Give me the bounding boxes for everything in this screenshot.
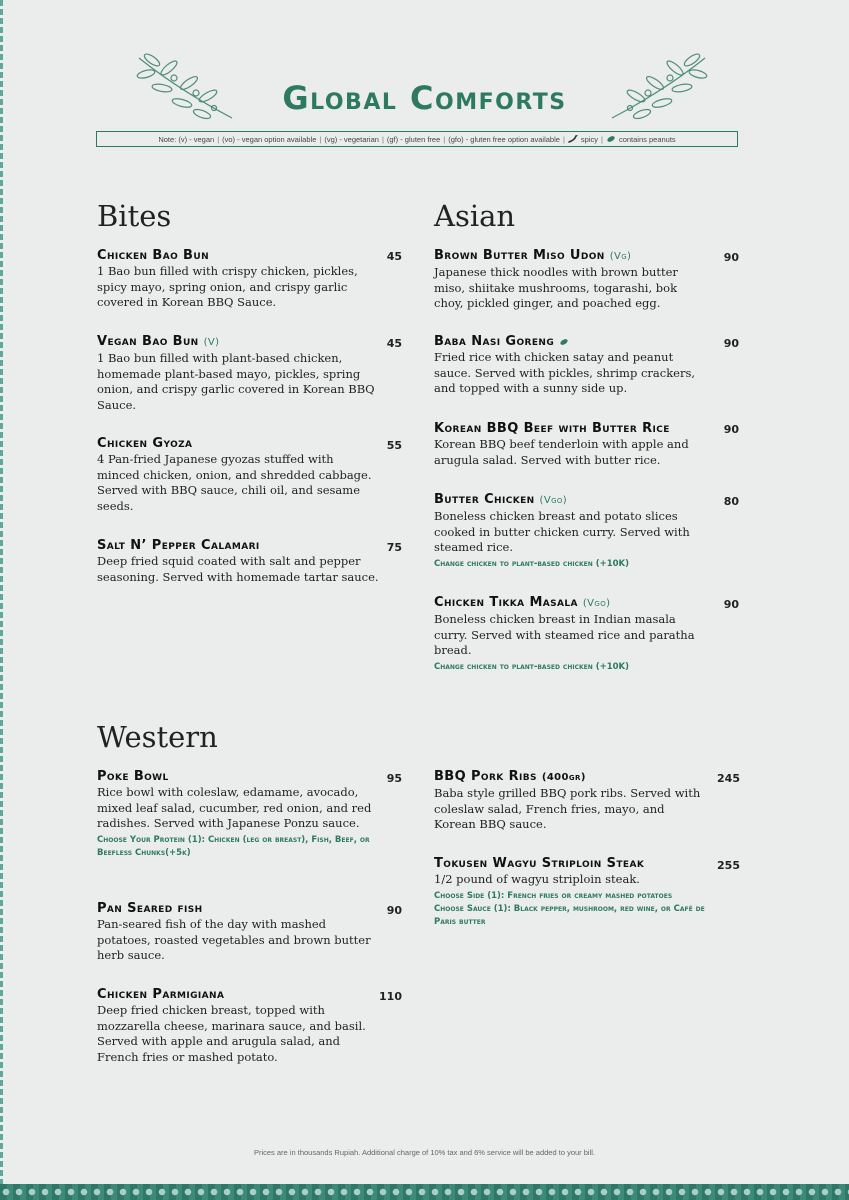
item-name-text: Butter Chicken [434, 492, 535, 507]
item-name: Korean BBQ Beef with Butter Rice [434, 421, 670, 436]
item-name-text: Baba Nasi Goreng [434, 334, 555, 349]
footer-note: Prices are in thousands Rupiah. Additional charge of 10% tax and 6% service will be added to your bill. [253, 1148, 596, 1157]
section-title-asian: Asian [434, 199, 516, 233]
item-description: Deep fried chicken breast, topped with mozzarella cheese, marinara sauce, and basil. Served with apple and arugula salad, and French fries or mashed potato. [97, 1003, 366, 1064]
item-option-note: Change chicken to plant-based chicken (+10K) [434, 558, 630, 569]
item-description: 1/2 pound of wagyu striploin steak. [434, 872, 640, 886]
legend-gluten-free: (gf) - gluten free [386, 134, 441, 144]
bottom-decorative-border [0, 1184, 849, 1200]
item-description: Boneless chicken breast and potato slices cooked in butter chicken curry. Served with steamed rice. [434, 509, 690, 554]
legend-separator: | [601, 134, 603, 144]
item-description: Baba style grilled BBQ pork ribs. Served with coleslaw salad, French fries, mayo, and Korean BBQ sauce. [434, 786, 701, 831]
item-description: 1 Bao bun filled with crispy chicken, pickles, spicy mayo, spring onion, and crispy garlic covered in Korean BBQ Sauce. [97, 264, 358, 309]
item-price: 45 [386, 250, 402, 263]
item-name: Chicken Gyoza [97, 436, 193, 451]
legend-separator: | [443, 134, 446, 144]
peanut-icon [606, 135, 616, 143]
item-name: Chicken Parmigiana [97, 987, 225, 1002]
menu-item [97, 537, 379, 585]
item-description: Fried rice with chicken satay and peanut sauce. Served with pickles, shrimp crackers, and topped with a sunny side up. [434, 350, 696, 395]
item-name [434, 491, 709, 509]
item-price: 110 [379, 990, 402, 1003]
item-description: Japanese thick noodles with brown butter miso, shiitake mushrooms, togarashi, bok choy, pickled ginger, and poached egg. [434, 265, 678, 310]
dietary-tag: (Vgo) [582, 598, 611, 609]
item-name: Pan Seared fish [97, 901, 203, 916]
item-price: 75 [386, 541, 402, 554]
item-description: 1 Bao bun filled with plant-based chicken, homemade plant-based mayo, pickles, spring onion, and crispy garlic covered in Korean BBQ Sauce. [97, 351, 375, 412]
item-option-note: Change chicken to plant-based chicken (+10K) [434, 661, 630, 672]
item-price: 90 [386, 904, 402, 917]
menu-item [434, 594, 709, 674]
item-description: Korean BBQ beef tenderloin with apple and arugula salad. Served with butter rice. [434, 437, 689, 467]
left-decorative-border [0, 0, 3, 1200]
item-name: Poke Bowl [97, 769, 169, 784]
legend-separator: | [319, 134, 322, 144]
item-price: 45 [386, 337, 402, 350]
menu-item [97, 900, 379, 964]
item-name [434, 247, 709, 265]
menu-item [97, 768, 382, 860]
chili-icon [568, 135, 578, 143]
item-price: 90 [723, 598, 739, 611]
item-description: Deep fried squid coated with salt and pepper seasoning. Served with homemade tartar sauce. [97, 554, 379, 584]
menu-item [434, 333, 709, 397]
item-price: 80 [723, 495, 739, 508]
item-option-note: Choose Sauce (1): Black pepper, mushroom, red wine, or Café de Paris butter [434, 903, 705, 927]
olive-branch-right-icon [610, 48, 710, 128]
dietary-tag: (V) [203, 337, 220, 348]
item-price: 95 [386, 772, 402, 785]
item-option-note: Choose Side (1): French fries or creamy mashed potatoes [434, 890, 673, 901]
legend-separator: | [217, 134, 220, 144]
menu-item [434, 420, 734, 468]
section-title-bites: Bites [97, 199, 172, 233]
menu-item [434, 491, 709, 571]
item-price: 245 [717, 772, 740, 785]
legend-peanuts: contains peanuts [618, 134, 676, 144]
header [0, 40, 849, 120]
item-name [97, 333, 379, 351]
legend-separator: | [562, 134, 565, 144]
item-name-text: BBQ Pork Ribs [434, 769, 537, 784]
item-name: Chicken Bao Bun [97, 248, 210, 263]
item-description: 4 Pan-fried Japanese gyozas stuffed with minced chicken, onion, and shredded cabbage. Served with BBQ sauce, chili oil, and sesame seeds. [97, 452, 372, 513]
item-description: Pan-seared fish of the day with mashed potatoes, roasted vegetables and brown butter herb sauce. [97, 917, 371, 962]
menu-item [434, 247, 709, 312]
item-price: 90 [723, 251, 739, 264]
item-description: Rice bowl with coleslaw, edamame, avocado, mixed leaf salad, cucumber, red onion, and red radishes. Served with Japanese Ponzu sauce. [97, 785, 372, 830]
item-price: 90 [723, 337, 739, 350]
legend-vegan: Note: (v) - vegan [158, 134, 215, 144]
item-price: 255 [717, 859, 740, 872]
menu-item [97, 435, 379, 514]
menu-item [434, 768, 709, 833]
page-title: Global Comforts [282, 79, 567, 117]
item-name-text: Vegan Bao Bun [97, 334, 199, 349]
menu-item [434, 855, 714, 929]
menu-item [97, 247, 379, 311]
menu-item [97, 333, 379, 413]
peanut-icon [559, 338, 569, 346]
portion-tag: (400gr) [541, 772, 586, 783]
item-name: Tokusen Wagyu Striploin Steak [434, 856, 645, 871]
item-name [434, 594, 709, 612]
dietary-tag: (Vgo) [539, 495, 568, 506]
section-title-western: Western [97, 720, 218, 754]
item-name [434, 768, 709, 786]
item-name-text: Brown Butter Miso Udon [434, 248, 605, 263]
menu-item [97, 986, 379, 1065]
dietary-legend [96, 131, 738, 147]
item-price: 55 [386, 439, 402, 452]
legend-vegan-option: (vo) - vegan option available [222, 134, 317, 144]
item-price: 90 [723, 423, 739, 436]
item-name: Salt N’ Pepper Calamari [97, 538, 260, 553]
item-name [434, 333, 709, 350]
item-description: Boneless chicken breast in Indian masala curry. Served with steamed rice and paratha bread. [434, 612, 695, 657]
legend-separator: | [381, 134, 384, 144]
legend-vegetarian: (vg) - vegetarian [324, 134, 379, 144]
item-option-note: Choose Your Protein (1): Chicken (leg or breast), Fish, Beef, or Beefless Chunks(+5k) [97, 834, 370, 858]
legend-spicy: spicy [580, 134, 598, 144]
item-name-text: Chicken Tikka Masala [434, 595, 578, 610]
dietary-tag: (Vg) [609, 251, 632, 262]
legend-gluten-free-option: (gfo) - gluten free option available [448, 134, 560, 144]
